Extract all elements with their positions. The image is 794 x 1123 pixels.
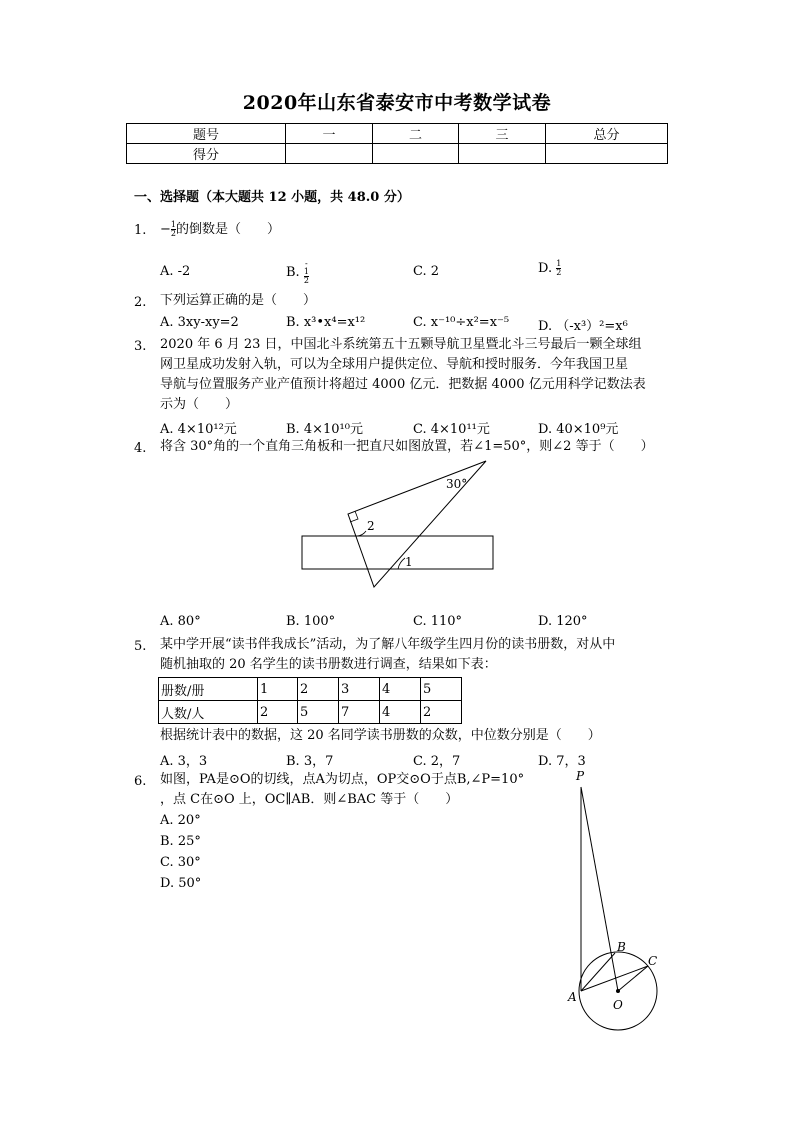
table-cell: 2 (421, 701, 462, 724)
option-b[interactable]: B. x³•x⁴=x¹² (286, 315, 366, 330)
angle-2-arc (357, 531, 366, 536)
table-cell: 4 (380, 678, 421, 701)
table-cell: 2 (258, 701, 298, 724)
stem-line: 导航与位置服务产业产值预计将超过 4000 亿元．把数据 4000 亿元用科学记数法表 (160, 377, 646, 392)
question-number: 5. (134, 639, 147, 654)
table-cell: 得分 (127, 144, 286, 164)
numerator: 1 (303, 267, 309, 276)
fraction (304, 260, 309, 285)
numerator: - (305, 259, 308, 268)
stem-line: 根据统计表中的数据，这 20 名同学读书册数的众数，中位数分别是（ ） (160, 728, 601, 743)
stem-line: 网卫星成功发射入轨，可以为全球用户提供定位、导航和授时服务．今年我国卫星 (160, 357, 629, 372)
option-b[interactable]: B. 100° (286, 614, 336, 629)
point-o-label: O (613, 998, 623, 1012)
table-cell: 5 (298, 701, 339, 724)
ruler (302, 536, 493, 569)
option-c[interactable]: C. 4×10¹¹元 (413, 422, 490, 437)
angle-1-arc (398, 558, 405, 569)
option-c[interactable]: C. 30° (160, 855, 201, 870)
stem-line: 2020 年 6 月 23 日，中国北斗系统第五十五颗导航卫星暨北斗三号最后一颗全球组 (160, 337, 642, 352)
table-cell[interactable] (459, 144, 546, 164)
option-d[interactable]: D. （-x³）²=x⁶ (538, 319, 628, 334)
denominator: 2 (170, 229, 176, 238)
circle-tangent-figure (560, 760, 670, 1040)
stem-line: 随机抽取的 20 名学生的读书册数进行调查，结果如下表： (160, 657, 497, 672)
option-d[interactable]: D. 50° (160, 876, 202, 891)
line-oc (618, 966, 648, 991)
stem-line: 如图，PA是⊙O的切线，点A为切点，OP交⊙O于点B,∠P=10° (160, 772, 525, 787)
stem-text: 的倒数是（ ） (176, 222, 281, 237)
option-a[interactable]: A. 3，3 (160, 754, 208, 769)
line-po (581, 787, 618, 991)
point-a-label: A (568, 990, 577, 1004)
numerator: 1 (170, 220, 176, 229)
option-d[interactable]: D. 7，3 (538, 754, 586, 769)
angle-label-1: 1 (405, 555, 413, 569)
table-cell: 人数/人 (159, 701, 258, 724)
table-row (127, 144, 668, 164)
option-label: B. (286, 265, 304, 280)
question-number: 6. (134, 774, 147, 789)
option-a[interactable]: A. 3xy-xy=2 (160, 315, 239, 330)
option-b[interactable]: B. 25° (160, 834, 201, 849)
stem-line: 某中学开展“读书伴我成长”活动，为了解八年级学生四月份的读书册数，对从中 (160, 637, 616, 652)
angle-label-2: 2 (367, 519, 375, 533)
option-c[interactable]: C. 2 (413, 264, 440, 279)
table-cell: 三 (459, 124, 546, 144)
table-cell: 总分 (546, 124, 668, 144)
angle-label-30: 30° (446, 477, 468, 491)
stem-line: 示为（ ） (160, 397, 239, 412)
question-number: 2. (134, 295, 147, 310)
question-stem: 将含 30°角的一个直角三角板和一把直尺如图放置，若∠1=50°，则∠2 等于（ ） (160, 439, 654, 454)
denominator: 2 (303, 276, 309, 285)
option-b[interactable]: B. 4×10¹⁰元 (286, 422, 363, 437)
data-table (158, 677, 462, 724)
triangle-ruler-figure (295, 455, 500, 595)
table-row (127, 124, 668, 144)
point-b-label: B (617, 940, 626, 954)
center-dot (616, 989, 620, 993)
point-p-label: P (576, 769, 585, 783)
page-title: 2020年山东省泰安市中考数学试卷 (242, 92, 552, 114)
table-cell: 4 (380, 701, 421, 724)
stem-line: ，点 C在⊙O 上，OC∥AB．则∠BAC 等于（ ） (160, 792, 459, 807)
minus-sign: − (160, 222, 171, 237)
option-b[interactable] (286, 260, 309, 285)
point-c-label: C (648, 954, 658, 968)
table-row (159, 678, 462, 701)
table-row (159, 701, 462, 724)
question-number: 3. (134, 339, 147, 354)
option-a[interactable]: A. 4×10¹²元 (160, 422, 237, 437)
option-c[interactable]: C. 2，7 (413, 754, 461, 769)
table-cell: 册数/册 (159, 678, 258, 701)
table-cell[interactable] (373, 144, 459, 164)
question-stem: 下列运算正确的是（ ） (160, 293, 317, 308)
table-cell[interactable] (286, 144, 373, 164)
option-c[interactable]: C. x⁻¹⁰÷x²=x⁻⁵ (413, 315, 510, 330)
option-d[interactable]: D. 120° (538, 614, 588, 629)
option-d[interactable]: D. 40×10⁹元 (538, 422, 619, 437)
option-b[interactable]: B. 3，7 (286, 754, 334, 769)
table-cell: 1 (258, 678, 298, 701)
section-heading: 一、选择题（本大题共 12 小题，共 48.0 分） (134, 190, 410, 205)
table-cell: 5 (421, 678, 462, 701)
option-a[interactable]: A. -2 (160, 264, 191, 279)
table-cell[interactable] (546, 144, 668, 164)
option-a[interactable]: A. 20° (160, 813, 201, 828)
numerator: 1 (556, 259, 562, 268)
question-number: 1. (134, 223, 147, 238)
fraction (556, 260, 561, 277)
question-stem (160, 218, 280, 242)
option-d[interactable] (538, 260, 561, 277)
table-cell: 二 (373, 124, 459, 144)
option-a[interactable]: A. 80° (160, 614, 201, 629)
question-number: 4. (134, 441, 147, 456)
option-label: D. (538, 261, 557, 276)
score-table (126, 123, 668, 164)
table-cell: 一 (286, 124, 373, 144)
line-ab (581, 953, 615, 991)
table-cell: 3 (339, 678, 380, 701)
table-cell: 题号 (127, 124, 286, 144)
table-cell: 7 (339, 701, 380, 724)
denominator: 2 (556, 268, 562, 277)
table-cell: 2 (298, 678, 339, 701)
option-c[interactable]: C. 110° (413, 614, 463, 629)
